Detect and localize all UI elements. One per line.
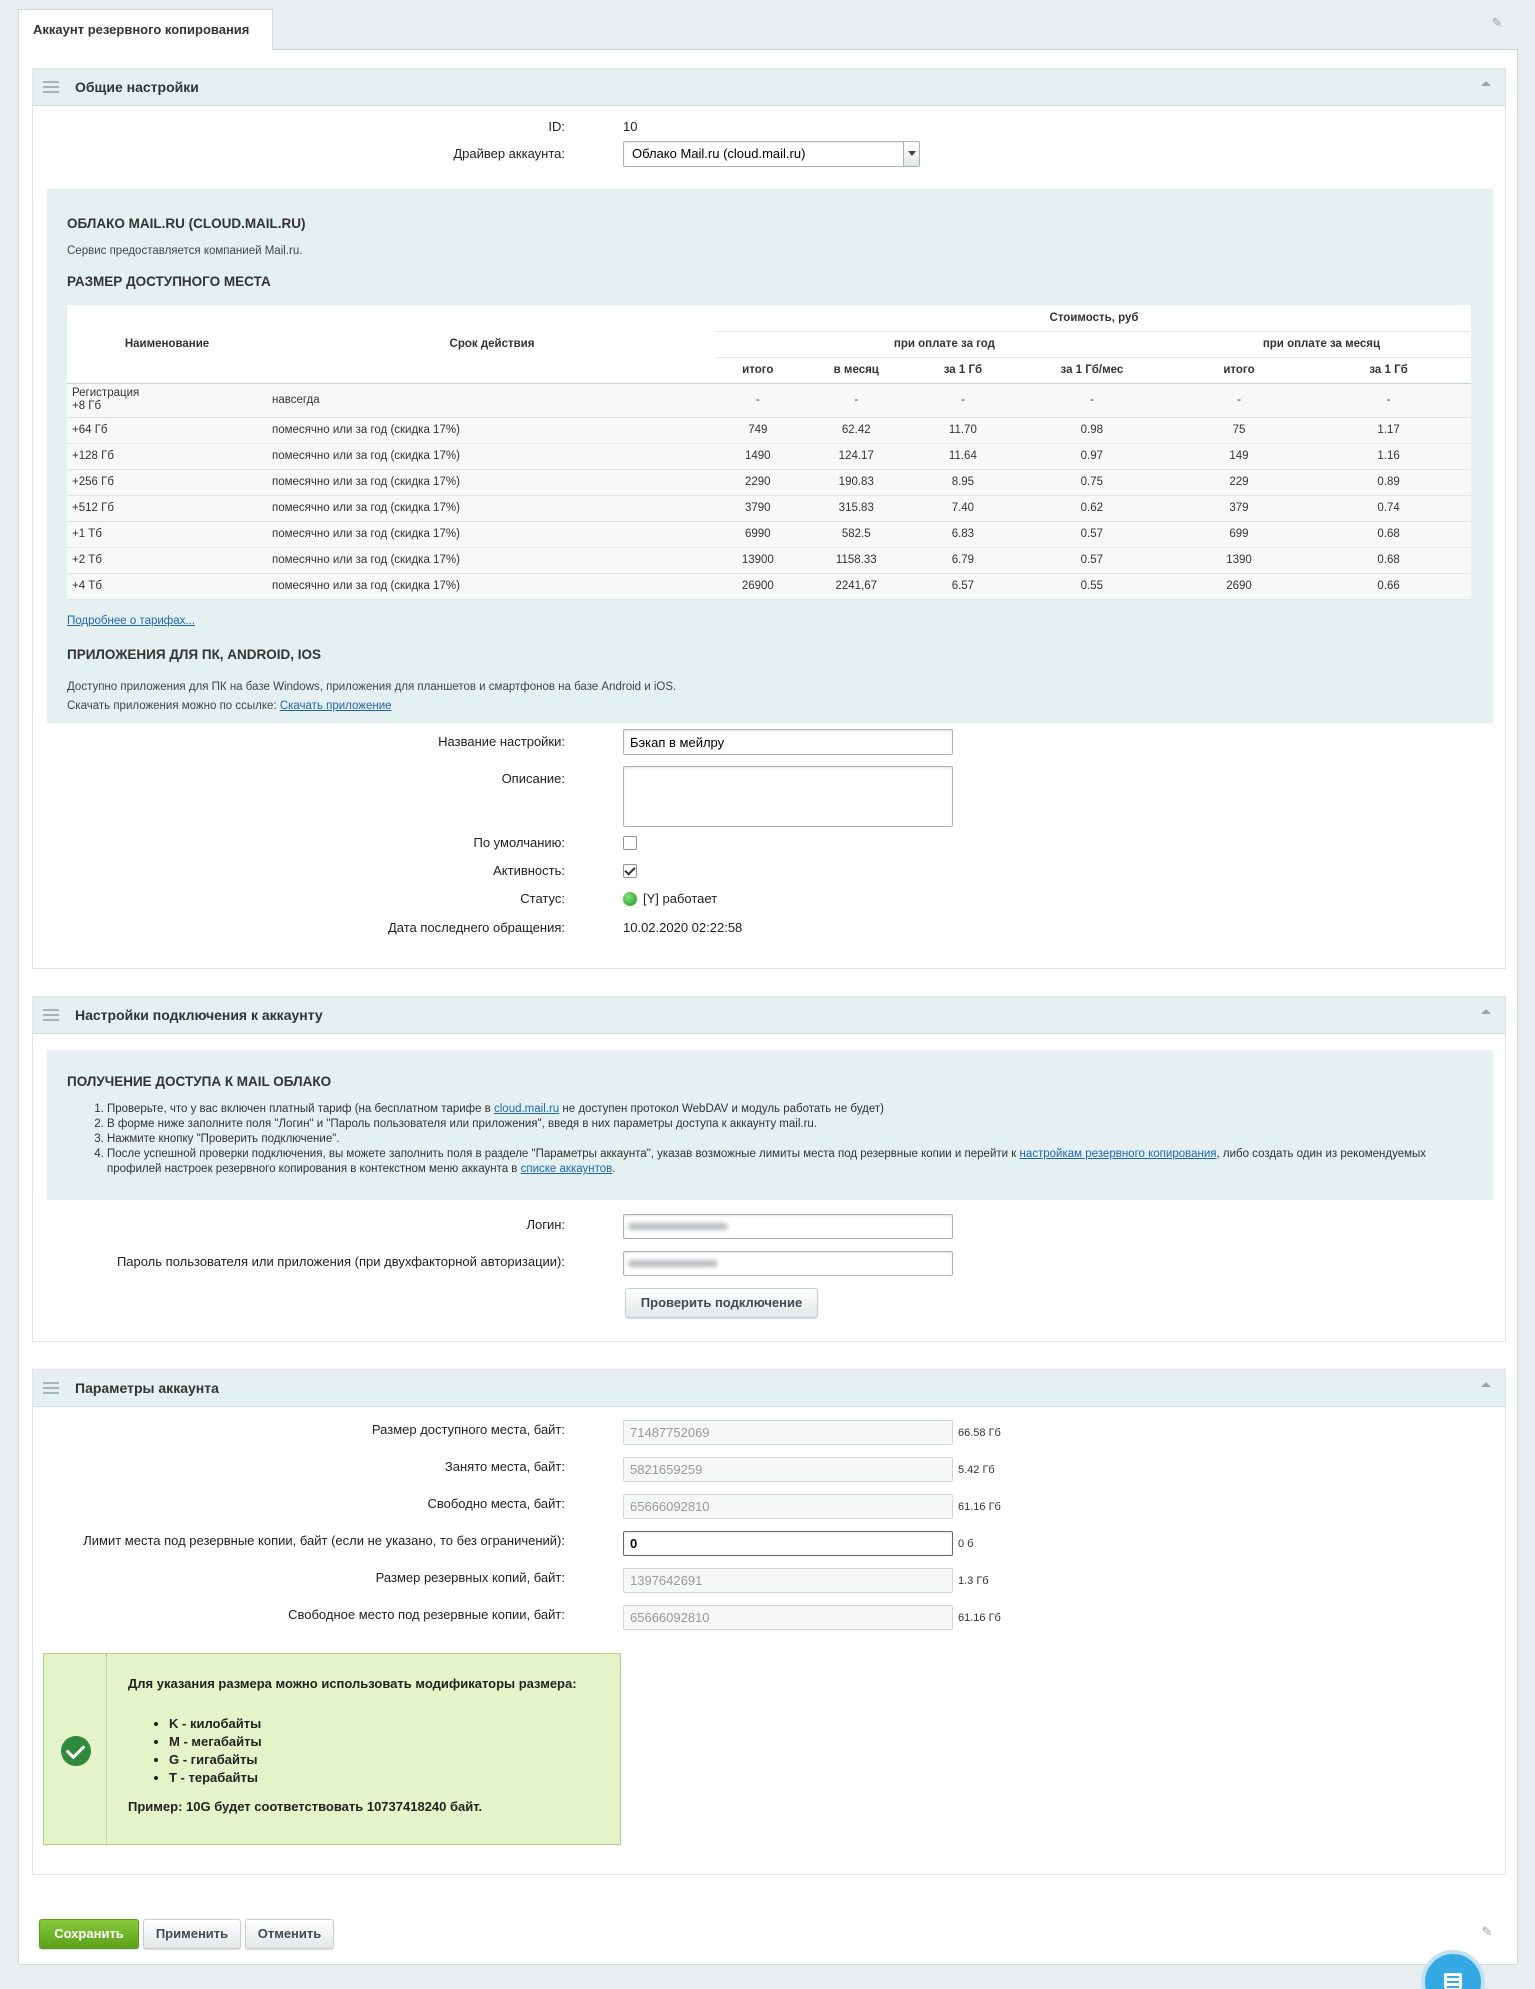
tab-backup-account[interactable]: Аккаунт резервного копирования	[18, 9, 273, 50]
used-space-input	[623, 1457, 953, 1482]
tariff-cell: 2290	[717, 469, 799, 495]
note-item: • M - мегабайты	[169, 1733, 262, 1751]
tariff-cell: 124.17	[799, 443, 914, 469]
tariff-cell: 6.83	[914, 521, 1012, 547]
step-text: , либо создать один из рекомендуемых профилей настроек резервного копирования в контекстном меню аккаунта в	[107, 1148, 1427, 1175]
apps-heading: ПРИЛОЖЕНИЯ ДЛЯ ПК, ANDROID, IOS	[67, 647, 322, 662]
step-text: После успешной проверки подключения, вы можете заполнить поля в разделе "Параметры аккаунта", указав возможные лимиты места под резервные копии и перейти к	[107, 1148, 1020, 1160]
tariff-cell: -	[799, 383, 914, 417]
note-list	[169, 1715, 262, 1787]
tariff-row	[67, 469, 1471, 495]
backup-size-input	[623, 1568, 953, 1593]
th-month: при оплате за месяц	[1172, 331, 1471, 357]
note-title: Для указания размера можно использовать модификаторы размера:	[128, 1676, 577, 1691]
tariff-cell: 0.68	[1306, 521, 1471, 547]
tariff-term: помесячно или за год (скидка 17%)	[267, 547, 717, 573]
active-checkbox[interactable]	[623, 864, 637, 878]
collapse-icon[interactable]	[1481, 81, 1491, 86]
status-value: [Y] работает	[643, 891, 718, 906]
tariff-term: помесячно или за год (скидка 17%)	[267, 469, 717, 495]
tariff-name: +1 Тб	[67, 521, 267, 547]
accounts-list-link[interactable]: списке аккаунтов	[520, 1163, 613, 1175]
tariff-cell: 0.57	[1012, 547, 1172, 573]
param-label: Занято места, байт:	[444, 1459, 565, 1474]
collapse-icon[interactable]	[1481, 1382, 1491, 1387]
tariff-row	[67, 521, 1471, 547]
active-label: Активность:	[493, 863, 565, 878]
tariff-cell: 1158.33	[799, 547, 914, 573]
param-row	[33, 1607, 1505, 1627]
tariff-table	[67, 305, 1471, 600]
tariff-cell: -	[1306, 383, 1471, 417]
pin-icon[interactable]: ✎	[1481, 1924, 1493, 1939]
param-label: Размер доступного места, байт:	[371, 1422, 565, 1437]
drag-handle-icon[interactable]	[43, 81, 59, 93]
step-text: не доступен протокол WebDAV и модуль работать не будет)	[559, 1103, 884, 1115]
param-label: Свободно места, байт:	[427, 1496, 565, 1511]
section-title: Настройки подключения к аккаунту	[75, 1007, 323, 1023]
tariff-cell: 0.55	[1012, 573, 1172, 599]
section-connection	[32, 996, 1506, 1342]
tariff-name: Регистрация +8 Гб	[67, 383, 267, 417]
note-item: • K - килобайты	[169, 1715, 262, 1733]
param-unit: 66.58 Гб	[958, 1427, 1001, 1439]
tariff-cell: 6.79	[914, 547, 1012, 573]
available-space-input	[623, 1420, 953, 1445]
tariff-cell: -	[1172, 383, 1306, 417]
blurred-value	[628, 1260, 718, 1267]
description-textarea[interactable]	[623, 766, 953, 827]
apply-button[interactable]: Применить	[143, 1919, 241, 1949]
th-cost: Стоимость, руб	[717, 305, 1471, 331]
collapse-icon[interactable]	[1481, 1009, 1491, 1014]
section-header[interactable]	[33, 1370, 1505, 1407]
cancel-button[interactable]: Отменить	[245, 1919, 334, 1949]
tariff-cell: 2241,67	[799, 573, 914, 599]
apps-text-block	[67, 678, 676, 716]
tariff-cell: 1390	[1172, 547, 1306, 573]
apps-text: Доступно приложения для ПК на базе Windows, приложения для планшетов и смартфонов на базе Android и iOS.	[67, 681, 677, 693]
tariff-cell: 582.5	[799, 521, 914, 547]
last-access-label: Дата последнего обращения:	[388, 920, 565, 935]
default-checkbox[interactable]	[623, 836, 637, 850]
param-row	[33, 1496, 1505, 1516]
step-item: 3. Нажмите кнопку "Проверить подключение".	[107, 1132, 1477, 1147]
param-unit: 5.42 Гб	[958, 1464, 995, 1476]
tariff-cell: 0.62	[1012, 495, 1172, 521]
tariff-cell: 0.89	[1306, 469, 1471, 495]
param-unit: 1.3 Гб	[958, 1575, 989, 1587]
th-sub: итого	[1172, 357, 1306, 383]
tariff-cell: -	[717, 383, 799, 417]
note-item: • T - терабайты	[169, 1769, 262, 1787]
tariff-cell: 749	[717, 417, 799, 443]
section-title: Общие настройки	[75, 79, 199, 95]
blurred-value	[628, 1223, 728, 1230]
backup-free-space-input	[623, 1605, 953, 1630]
section-general	[32, 68, 1506, 969]
drag-handle-icon[interactable]	[43, 1382, 59, 1394]
size-modifiers-note	[43, 1653, 621, 1845]
default-label: По умолчанию:	[473, 835, 565, 850]
driver-info-panel	[47, 189, 1493, 723]
tariff-term: навсегда	[267, 383, 717, 417]
tariff-cell: 11.64	[914, 443, 1012, 469]
tariff-row	[67, 383, 1471, 417]
tariff-cell: -	[914, 383, 1012, 417]
param-unit: 61.16 Гб	[958, 1612, 1001, 1624]
th-term: Срок действия	[267, 305, 717, 383]
size-heading: РАЗМЕР ДОСТУПНОГО МЕСТА	[67, 274, 271, 289]
tariff-cell: 699	[1172, 521, 1306, 547]
step-item	[107, 1147, 1477, 1177]
tariff-row	[67, 417, 1471, 443]
tariff-row	[67, 547, 1471, 573]
tariff-term: помесячно или за год (скидка 17%)	[267, 443, 717, 469]
param-unit: 61.16 Гб	[958, 1501, 1001, 1513]
tariff-cell: 3790	[717, 495, 799, 521]
tariff-term: помесячно или за год (скидка 17%)	[267, 495, 717, 521]
tariff-cell: 26900	[717, 573, 799, 599]
driver-select[interactable]	[623, 141, 920, 167]
tariff-term: помесячно или за год (скидка 17%)	[267, 417, 717, 443]
tariff-name: +128 Гб	[67, 443, 267, 469]
password-input[interactable]	[623, 1251, 953, 1276]
tariff-row	[67, 495, 1471, 521]
step-item: 2. В форме ниже заполните поля "Логин" и "Пароль пользователя или приложения", введя в них параметры доступа к аккаунту mail.ru.	[107, 1117, 1477, 1132]
info-heading: ОБЛАКО MAIL.RU (CLOUD.MAIL.RU)	[67, 216, 306, 231]
drag-handle-icon[interactable]	[43, 1009, 59, 1021]
section-header[interactable]	[33, 69, 1505, 106]
tariff-cell: 2690	[1172, 573, 1306, 599]
tariff-cell: 1.16	[1306, 443, 1471, 469]
tariff-cell: 190.83	[799, 469, 914, 495]
th-sub: за 1 Гб	[1306, 357, 1471, 383]
th-sub: за 1 Гб/мес	[1012, 357, 1172, 383]
provider-text: Сервис предоставляется компанией Mail.ru.	[67, 245, 303, 257]
password-label: Пароль пользователя или приложения (при двухфакторной авторизации):	[116, 1254, 565, 1269]
tariff-cell: 6.57	[914, 573, 1012, 599]
backup-settings-link[interactable]: настройкам резервного копирования	[1019, 1148, 1217, 1160]
id-value: 10	[623, 119, 638, 134]
th-sub: в месяц	[799, 357, 914, 383]
save-button[interactable]: Сохранить	[39, 1919, 139, 1949]
tariff-cell: 75	[1172, 417, 1306, 443]
backup-limit-input[interactable]	[623, 1531, 953, 1556]
status-ok-icon	[623, 892, 637, 906]
param-row	[33, 1422, 1505, 1442]
tariff-cell: -	[1012, 383, 1172, 417]
tariff-row	[67, 573, 1471, 599]
tariff-cell: 315.83	[799, 495, 914, 521]
tariff-cell: 13900	[717, 547, 799, 573]
section-params	[32, 1369, 1506, 1875]
pin-icon[interactable]: ✎	[1491, 15, 1503, 30]
tariff-name: +4 Тб	[67, 573, 267, 599]
tariff-cell: 0.98	[1012, 417, 1172, 443]
tariff-cell: 229	[1172, 469, 1306, 495]
edit-form	[18, 50, 1518, 1965]
tariff-cell: 149	[1172, 443, 1306, 469]
tariff-cell: 0.66	[1306, 573, 1471, 599]
tariff-cell: 62.42	[799, 417, 914, 443]
login-label: Логин:	[526, 1217, 565, 1232]
check-circle-icon	[61, 1736, 91, 1766]
tariff-cell: 0.74	[1306, 495, 1471, 521]
param-row	[33, 1570, 1505, 1590]
connection-heading: ПОЛУЧЕНИЕ ДОСТУПА К MAIL ОБЛАКО	[67, 1074, 332, 1089]
tariff-term: помесячно или за год (скидка 17%)	[267, 521, 717, 547]
tariff-name: +64 Гб	[67, 417, 267, 443]
th-name: Наименование	[67, 305, 267, 383]
note-example: Пример: 10G будет соответствовать 10737418240 байт.	[128, 1799, 483, 1814]
tariff-cell: 0.68	[1306, 547, 1471, 573]
tariff-cell: 7.40	[914, 495, 1012, 521]
last-access-value: 10.02.2020 02:22:58	[623, 920, 743, 935]
tariff-name: +2 Тб	[67, 547, 267, 573]
section-title: Параметры аккаунта	[75, 1380, 219, 1396]
cloud-mail-link[interactable]: cloud.mail.ru	[494, 1103, 560, 1115]
tariff-cell: 0.75	[1012, 469, 1172, 495]
tariffs-more-link[interactable]: Подробнее о тарифах...	[67, 615, 195, 627]
param-label: Свободное место под резервные копии, байт:	[288, 1607, 565, 1622]
param-row	[33, 1533, 1505, 1553]
login-input[interactable]	[623, 1214, 953, 1239]
tariff-cell: 11.70	[914, 417, 1012, 443]
th-sub: за 1 Гб	[914, 357, 1012, 383]
step-text: Проверьте, что у вас включен платный тариф (на бесплатном тарифе в	[107, 1103, 494, 1115]
param-row	[33, 1459, 1505, 1479]
tariff-cell: 6990	[717, 521, 799, 547]
tariff-cell: 8.95	[914, 469, 1012, 495]
tariff-name: +256 Гб	[67, 469, 267, 495]
tariff-cell: 1490	[717, 443, 799, 469]
driver-label: Драйвер аккаунта:	[453, 146, 565, 161]
name-label: Название настройки:	[438, 734, 565, 749]
apps-download-link[interactable]: Скачать приложение	[279, 700, 392, 712]
tariff-body	[67, 383, 1471, 599]
document-icon	[1444, 1973, 1462, 1989]
param-unit: 0 б	[958, 1538, 974, 1550]
tab-bar	[18, 0, 1518, 50]
status-label: Статус:	[520, 891, 565, 906]
free-space-input	[623, 1494, 953, 1519]
connection-steps	[107, 1102, 1477, 1177]
th-sub: итого	[717, 357, 799, 383]
step-text: .	[612, 1163, 616, 1175]
tariff-cell: 379	[1172, 495, 1306, 521]
setting-name-input[interactable]	[623, 729, 953, 755]
id-label: ID:	[548, 119, 565, 134]
tariff-cell: 0.97	[1012, 443, 1172, 469]
tariff-row	[67, 443, 1471, 469]
step-item	[107, 1102, 1477, 1117]
param-label: Размер резервных копий, байт:	[375, 1570, 565, 1585]
connection-info-panel	[47, 1050, 1493, 1200]
section-header[interactable]	[33, 997, 1505, 1034]
param-label: Лимит места под резервные копии, байт (если не указано, то без ограничений):	[83, 1533, 565, 1548]
apps-download-prefix: Скачать приложения можно по ссылке:	[67, 700, 280, 712]
tariff-term: помесячно или за год (скидка 17%)	[267, 573, 717, 599]
th-year: при оплате за год	[717, 331, 1172, 357]
driver-select-value: Облако Mail.ru (cloud.mail.ru)	[632, 146, 806, 161]
description-label: Описание:	[501, 771, 565, 786]
tariff-cell: 0.57	[1012, 521, 1172, 547]
chevron-down-icon	[903, 142, 919, 166]
note-item: • G - гигабайты	[169, 1751, 262, 1769]
tariff-name: +512 Гб	[67, 495, 267, 521]
check-connection-button[interactable]: Проверить подключение	[625, 1288, 818, 1318]
tariff-cell: 1.17	[1306, 417, 1471, 443]
